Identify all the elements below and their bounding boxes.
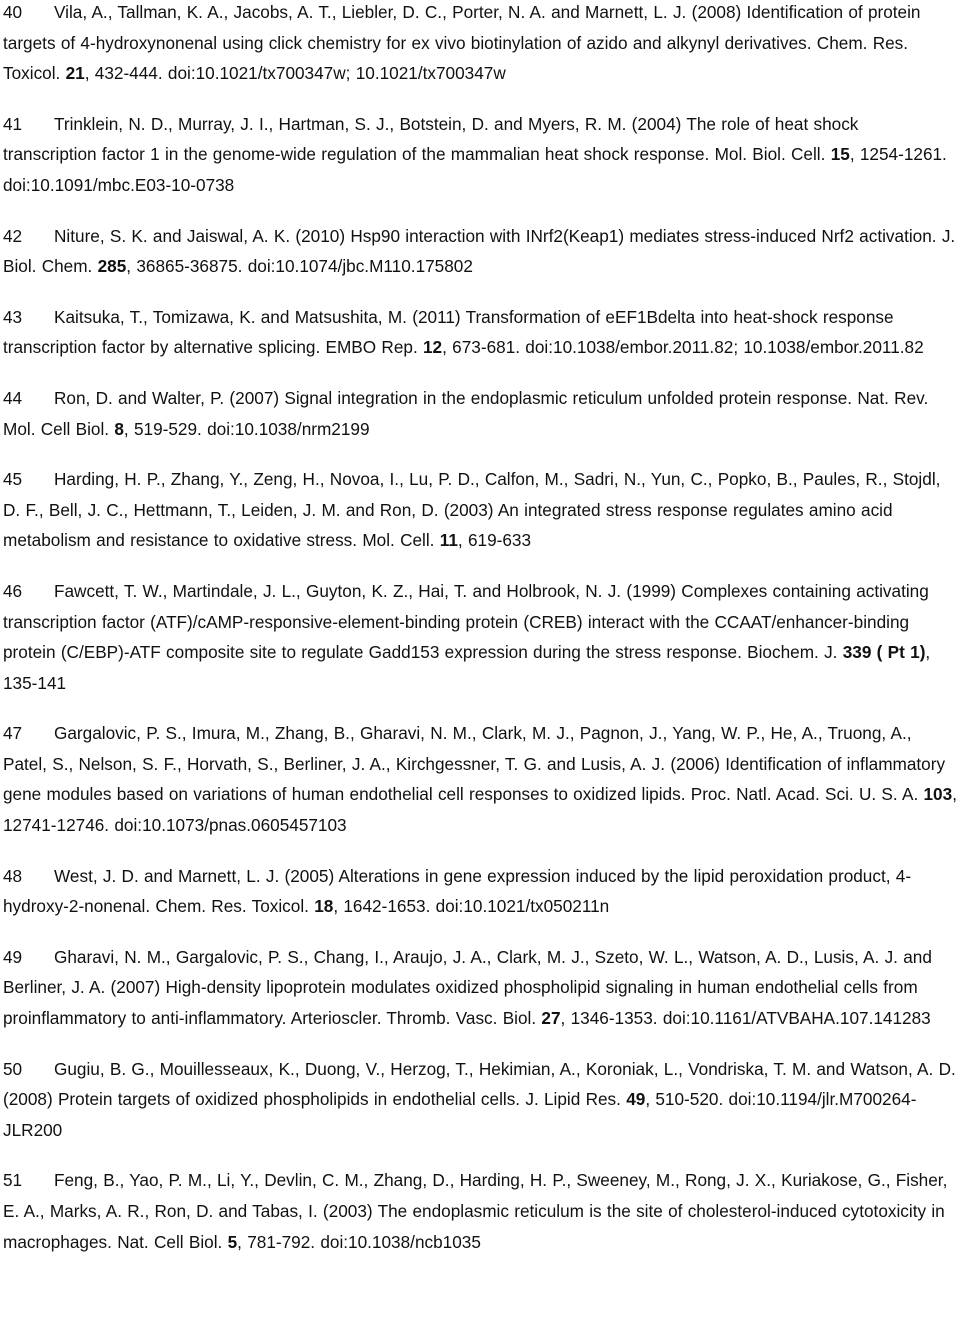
reference-volume: 5 [227,1231,238,1252]
reference-pages-doi: , 432-444. doi:10.1021/tx700347w; 10.1021/tx700347w [84,63,506,84]
reference-volume: 12 [423,337,443,358]
reference-entry-47 [3,718,957,840]
reference-pages-doi: , 510-520. doi:10.1194/jlr.M700264-JLR200 [3,1089,917,1140]
reference-text: Niture, S. K. and Jaiswal, A. K. (2010) Hsp90 interaction with INrf2(Keap1) mediates stress-induced Nrf2 activation. J. Biol. Chem. [3,225,956,277]
reference-number: 46 [3,580,23,601]
reference-entry-43 [3,302,957,363]
reference-number: 40 [3,2,23,22]
reference-pages-doi: , 36865-36875. doi:10.1074/jbc.M110.175802 [126,256,473,277]
reference-number: 42 [3,225,23,246]
reference-volume: 8 [114,418,124,439]
reference-volume: 49 [626,1089,646,1110]
reference-volume: 21 [65,63,85,84]
reference-text: Fawcett, T. W., Martindale, J. L., Guyton, K. Z., Hai, T. and Holbrook, N. J. (1999) Complexes containing activating transcription factor (ATF)/cAMP-responsive-element-binding protein (CREB) interact with the CCAAT/enhancer-binding protein (C/EBP)-ATF composite site to regulate Gadd153 expression during the stress response. Biochem. J. [3,580,929,663]
reference-number: 51 [3,1170,23,1191]
reference-entry-42 [3,221,957,282]
reference-entry-46 [3,576,957,698]
reference-pages-doi: , 781-792. doi:10.1038/ncb1035 [237,1231,481,1252]
reference-volume: 11 [439,530,458,551]
reference-pages-doi: , 1254-1261. doi:10.1091/mbc.E03-10-0738 [3,144,947,195]
reference-number: 48 [3,865,23,886]
reference-pages-doi: , 519-529. doi:10.1038/nrm2199 [123,418,370,439]
reference-entry-41 [3,109,957,201]
reference-entry-44 [3,383,957,444]
reference-volume: 285 [97,256,127,277]
reference-number: 43 [3,306,23,327]
reference-number: 44 [3,387,23,408]
reference-pages-doi: , 673-681. doi:10.1038/embor.2011.82; 10.1038/embor.2011.82 [442,337,924,358]
reference-text: Harding, H. P., Zhang, Y., Zeng, H., Novoa, I., Lu, P. D., Calfon, M., Sadri, N., Yun, C., Popko, B., Paules, R., Stojdl, D. F., Bell, J. C., Hettmann, T., Leiden, J. M. and Ron, D. (2003) An integrated stress response regulates amino acid metabolism and resistance to oxidative stress. Mol. Cell. [3,469,941,551]
reference-pages-doi: , 1346-1353. doi:10.1161/ATVBAHA.107.141283 [560,1008,931,1029]
reference-entry-51 [3,1165,957,1257]
reference-text: West, J. D. and Marnett, L. J. (2005) Alterations in gene expression induced by the lipid peroxidation product, 4-hydroxy-2-nonenal. Chem. Res. Toxicol. [3,865,912,917]
reference-entry-50 [3,1054,957,1146]
reference-number: 47 [3,723,23,744]
reference-number: 49 [3,946,23,967]
reference-text: Gharavi, N. M., Gargalovic, P. S., Chang, I., Araujo, J. A., Clark, M. J., Szeto, W. L., Watson, A. D., Lusis, A. J. and Berliner, J. A. (2007) High-density lipoprotein modulates oxidized phospholipid signaling in human endothelial cells from proinflammatory to anti-inflammatory. Arterioscler. Thromb. Vasc. Biol. [3,946,932,1029]
reference-text: Trinklein, N. D., Murray, J. I., Hartman, S. J., Botstein, D. and Myers, R. M. (2004) The role of heat shock transcription factor 1 in the genome-wide regulation of the mammalian heat shock response. Mol. Biol. Cell. [3,113,859,165]
reference-volume: 339 ( Pt 1) [842,642,926,663]
reference-text: Vila, A., Tallman, K. A., Jacobs, A. T., Liebler, D. C., Porter, N. A. and Marnett, L. J. (2008) Identification of protein targets of 4-hydroxynonenal using click chemistry for ex vivo biotinylation of azido and alkynyl derivatives. Chem. Res. Toxicol. [3,2,921,84]
reference-text: Kaitsuka, T., Tomizawa, K. and Matsushita, M. (2011) Transformation of eEF1Bdelta into heat-shock response transcription factor by alternative splicing. EMBO Rep. [3,306,894,358]
reference-text: Feng, B., Yao, P. M., Li, Y., Devlin, C. M., Zhang, D., Harding, H. P., Sweeney, M., Rong, J. X., Kuriakose, G., Fisher, E. A., Marks, A. R., Ron, D. and Tabas, I. (2003) The endoplasmic reticulum is the site of cholesterol-induced cytotoxicity in macrophages. Nat. Cell Biol. [3,1170,948,1252]
reference-entry-40 [3,0,957,89]
reference-text: Ron, D. and Walter, P. (2007) Signal integration in the endoplasmic reticulum unfolded protein response. Nat. Rev. Mol. Cell Biol. [3,387,929,439]
reference-volume: 18 [314,896,334,917]
reference-volume: 27 [541,1008,561,1029]
reference-pages-doi: , 619-633 [457,530,532,551]
reference-pages-doi: , 12741-12746. doi:10.1073/pnas.0605457103 [3,784,957,836]
reference-pages-doi: , 135-141 [3,642,931,693]
reference-number: 50 [3,1058,23,1079]
reference-volume: 15 [830,144,850,165]
reference-list [3,0,957,1277]
reference-entry-45 [3,464,957,556]
reference-entry-49 [3,942,957,1034]
reference-volume: 103 [923,784,953,805]
reference-text: Gugiu, B. G., Mouillesseaux, K., Duong, V., Herzog, T., Hekimian, A., Koroniak, L., Vondriska, T. M. and Watson, A. D. (2008) Protein targets of oxidized phospholipids in endothelial cells. J. Lipid Res. [3,1058,956,1110]
reference-pages-doi: , 1642-1653. doi:10.1021/tx050211n [333,896,610,917]
reference-number: 45 [3,469,23,490]
reference-text: Gargalovic, P. S., Imura, M., Zhang, B., Gharavi, N. M., Clark, M. J., Pagnon, J., Yang, W. P., He, A., Truong, A., Patel, S., Nelson, S. F., Horvath, S., Berliner, J. A., Kirchgessner, T. G. and Lusis, A. J. (2006) Identification of inflammatory gene modules based on variations of human endothelial cell responses to oxidized lipids. Proc. Natl. Acad. Sci. U. S. A. [3,723,946,805]
reference-number: 41 [3,113,23,134]
reference-entry-48 [3,861,957,922]
